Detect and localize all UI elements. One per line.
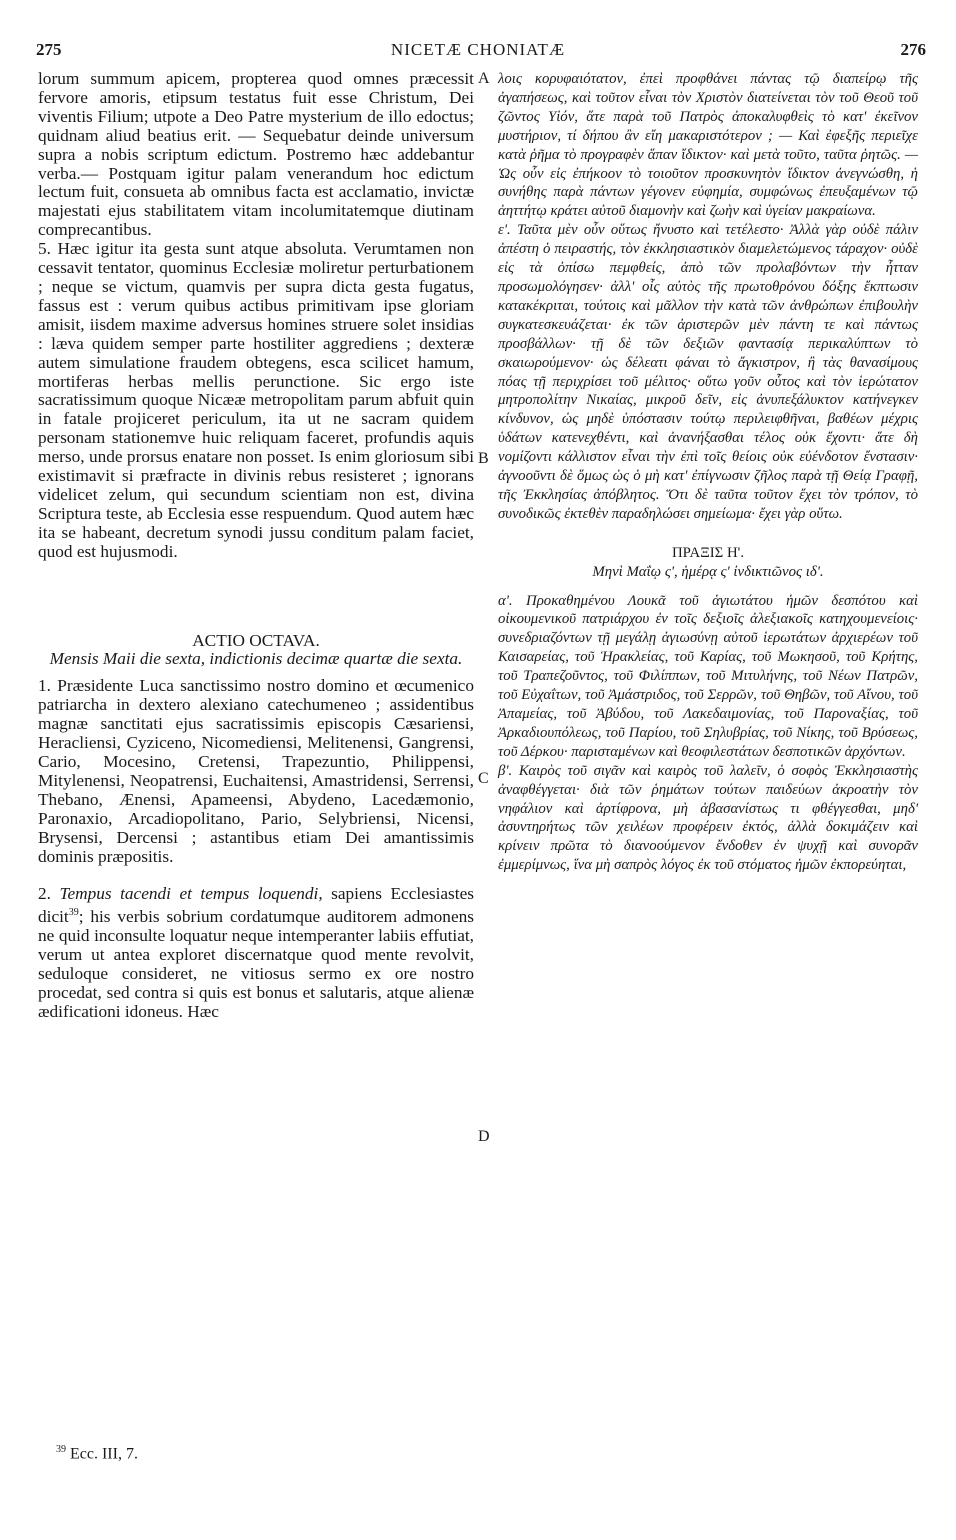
latin-text: sapiens Ecclesiastes dicit — [38, 884, 474, 927]
footnote-ref: 39 — [68, 907, 79, 919]
greek-column — [498, 70, 918, 875]
greek-paragraph-praxis-2: β'. Καιρὸς τοῦ σιγᾶν καὶ καιρὸς τοῦ λαλεῖν, ὁ σοφὸς Ἐκκλησιαστὴς ἀναφθέγγεται· διὰ τῶν ῥημάτων τούτων παιδεύων ἀκροατὴν τὸν νηφάλιον καὶ ἀρτίφρονα, μὴ ἀβασανίστως τι φθέγγεσθαι, μηδ' ἀσυντηρήτως τῶν χειλέων προφέρειν ἐκτός, ἀλλὰ δοκιμάζειν καὶ κρίνειν πρῶτα τὸ διανοούμενον ἔνδοθεν ἐν ψυχῇ καὶ συνορᾶν ἐμμερίμνως, ἵνα μὴ σαπρὸς λόγος ἐκ τοῦ στόματος ἡμῶν ἐκπορεύηται, — [498, 762, 918, 874]
latin-paragraph-actio-1: 1. Præsidente Luca sanctissimo nostro domino et œcumenico patriarcha in dextero alexiano catechumeneo ; assidentibus magnæ sanctitati ejus sacratissimis episcopis Cæsariensi, Heracliensi, Cyziceno, Nicomediensi, Melitenensi, Gangrensi, Cario, Mocesino, Cretensi, Trapezuntio, Philippensi, Mitylenensi, Neopatrensi, Euchaitensi, Amastridensi, Serrensi, Thebano, Ænensi, Apameensi, Abydeno, Lacedæmonio, Paronaxio, Arcadiopolitano, Pario, Selybriensi, Nicensi, Brysensi, Dercensi ; astantibus etiam Dei amantissimis dominis præpositis. — [38, 676, 474, 866]
latin-paragraph-number: 2. — [38, 884, 51, 904]
footnote — [56, 1444, 138, 1463]
greek-paragraph-praxis-1: α'. Προκαθημένου Λουκᾶ τοῦ ἁγιωτάτου ἡμῶν δεσπότου καὶ οἰκουμενικοῦ πατριάρχου ἐν τοῖς δεξιοῖς ἀλεξιακοῖς κατηχουμενείοις· συνεδριαζόντων τῇ μεγάλῃ ἁγιωσύνῃ αὐτοῦ ἱερωτάτων ἀρχιερέων τοῦ Καισαρείας, τοῦ Ἡρακλείας, τοῦ Καρίας, τοῦ Μωκησοῦ, τοῦ Κρήτης, τοῦ Τραπεζοῦντος, τοῦ Φιλίππων, τοῦ Μιτυλήνης, τοῦ Νέων Πατρῶν, τοῦ Εὐχαΐτων, τοῦ Ἀμάστριδος, τοῦ Σερρῶν, τοῦ Θηβῶν, τοῦ Αἴνου, τοῦ Ἀπαμείας, τοῦ Ἀβύδου, τοῦ Λακεδαιμονίας, τοῦ Παροναξίας, τοῦ Ἀρκαδιουπόλεως, τοῦ Παρίου, τοῦ Σηλυβρίας, τοῦ Νίκης, τοῦ Βρύσεως, τοῦ Δέρκου· παρισταμένων καὶ θεοφιλεστάτων δεσποτικῶν ἀρχόντων. — [498, 592, 918, 760]
latin-column — [38, 70, 474, 1022]
page-number-left: 275 — [36, 40, 62, 59]
greek-paragraph-5: ε'. Ταῦτα μὲν οὖν οὕτως ἤνυστο καὶ τετέλεστο· Ἀλλὰ γὰρ οὐδὲ πάλιν ἀπέστη ὁ πειραστής, τὸν ἐκκλησιαστικὸν διαμελετώμενος τάραχον· οὐδὲ εἰς τὰ ὀπίσω πεμφθείς, ἀπὸ τῶν προλαβόντων τὴν ἧτταν προσωμολόγησεν· ἀλλ' οἷς αὐτὸς τῆς πρωτοθρόνου δόξης ἔκπτωσιν κατακέκριται, τούτοις καὶ μᾶλλον τὴν κατὰ τῶν ἀνθρώπων ἐπιβουλὴν συγκατεσκευάζεται· ἐκ τῶν ἀριστερῶν μὲν πάντη τε καὶ πάντως προσβάλλων· τῇ δὲ τῶν δεξιῶν φαντασίᾳ περικαλύπτων τὸ σκαιωρούμενον· ὡς δέλεατι φάναι τὸ ἄγκιστρον, ἢ τὰς θανασίμους πόας τῇ περιχρίσει τοῦ μέλιτος· οὕτω γοῦν οὗτος καὶ τὸν ἱερώτατον μητροπολίτην Νικαίας, μικροῦ δεῖν, εἰς ἀνυπεξάλυκτον κατήνεγκεν κίνδυνον, ὡς μηδὲ ὑπόστασιν τούτῳ περιλειφθῆναι, βαθέων μέχρις ὑδάτων κατενεχθέντι, καὶ ἀνανήξασθαι τέλος οὐκ ἔχοντι· ἅτε δὴ νομίζοντι κάλλιστον εἶναι τὴν ἐπὶ τοῖς θείοις οὐκ εὐένδοτον ἔνστασιν· ἀγνοοῦντι δὲ ὅμως ὡς ὁ μὴ κατ' ἐπίγνωσιν ζῆλος παρὰ τῇ Θείᾳ Γραφῇ, τῆς Ἐκκλησίας ἀπόβλητος. Ὅτι δὲ ταῦτα τοῦτον ἔχει τὸν τρόπον, τὸ συνοδικῶς ἐκτεθὲν παραδηλώσει σημείωμα· ἔχει γὰρ οὕτω. — [498, 222, 918, 522]
latin-actio-date: Mensis Maii die sexta, indictionis decimæ quartæ die sexta. — [49, 649, 463, 669]
latin-actio-title: ACTIO OCTAVA. — [192, 630, 320, 650]
greek-praxis-title: ΠΡΑΞΙΣ Η'. — [671, 544, 745, 561]
footnote-number: 39 — [56, 1444, 66, 1455]
greek-paragraph-1: λοις κορυφαιότατον, ἐπεὶ προφθάνει πάντας τῷ διαπείρῳ τῆς ἀγαπήσεως, καὶ τοῦτον εἶναι τὸν Χριστὸν διατείνεται τὸν τοῦ Θεοῦ τοῦ ζῶντος Υἱόν, ἅτε παρὰ τοῦ Πατρὸς ἀποκαλυφθεὶς τὸ κατ' ἐκεῖνον μυστήριον, τί δήπου ἂν εἴη μακαριστότερον ; — Καὶ ἐφεξῆς περιεῖχε κατὰ ῥῆμα τὸ προγραφὲν ἅπαν ἴδικτον· καὶ μετὰ τοῦτο, ταῦτα ῥητῶς. — Ὡς οὖν εἰς ἐπήκοον τὸ τοιοῦτον προσκυνητὸν ἴδικτον ἀνεγνώσθη, ἡ συνήθης παρὰ πάντων γέγονεν εὐφημία, συμφώνως ἐπευξαμένων τῷ ἀηττήτῳ κράτει αὐτοῦ διαμονὴν καὶ ζωὴν καὶ ὑγείαν μακραίωνα. — [498, 71, 918, 220]
latin-paragraph-actio-2 — [38, 885, 474, 1021]
margin-marker-d: D — [478, 1128, 490, 1145]
latin-paragraph-5: 5. Hæc igitur ita gesta sunt atque absoluta. Verumtamen non cessavit tentator, quominus Ecclesiæ moliretur perturbationem ; neque se victum, quamvis per supra dicta gesta fugatus, fassus est : verum quibus actibus primitivam ipse gloriam amisit, iisdem maxime adversus homines struere solet insidias : læva quidem semper parte hostiliter aggrediens ; dexteræ autem simulatione fraudem obtegens, esca scilicet hamum, mortiferas herbas mellis perunctione. Sic ergo iste sacratissimum quoque Nicææ metropolitam parum abfuit quin in fatale projiceret periculum, ita ut ne sacram quidem personam stationemve huic reliquam faceret, profundis aquis merso, unde prorsus enatare non posset. Is enim gloriosum sibi existimavit si præfracte in divinis rebus resisteret ; ignorans videlicet zelum, qui secundum scientiam non est, divina Scriptura teste, ab Ecclesia esse respuendum. Quod autem hæc ita se habeant, decretum synodi jussu conditum palam faciet, quod est hujusmodi. — [38, 239, 474, 561]
margin-marker-b: B — [478, 450, 489, 467]
latin-quote: Tempus tacendi et tempus loquendi, — [59, 884, 323, 904]
latin-text-rest: ; his verbis sobrium cordatumque auditorem admonens ne quid inconsulte loquatur neque intemperanter labiis effutiat, verum ut antea exploret discernatque quod mente revolvit, seduloque consideret, ne vitiosus sermo ex ore nostro procedat, sed contra si quis est bonus et salutaris, atque alienæ ædificationi idoneus. Hæc — [38, 907, 474, 1021]
running-title: NICETÆ CHONIATÆ — [390, 40, 566, 59]
margin-marker-c: C — [478, 770, 489, 787]
margin-marker-a: A — [478, 70, 490, 87]
footnote-text: Ecc. III, 7. — [66, 1445, 138, 1463]
page-number-right: 276 — [900, 40, 926, 59]
greek-praxis-date: Μηνὶ Μαΐῳ ς', ἡμέρᾳ ς' ἰνδικτιῶνος ιδ'. — [592, 563, 824, 580]
page-header — [30, 40, 926, 64]
latin-paragraph-1: lorum summum apicem, propterea quod omnes præcessit fervore amoris, etipsum testatus fuit esse Christum, Dei viventis Filium; utpote a Deo Patre mysterium de illo edoctus; quidnam aliud beatius erit. — Sequebatur deinde universum supra a nobis scriptum edictum. Postremo hæc addebantur verba.— Postquam igitur palam venerandum hoc edictum lectum fuit, consueta ab omnibus facta est acclamatio, invictæ majestati ejus stabilitatem vitam incolumitatemque diutinam comprecantibus. — [38, 69, 474, 240]
